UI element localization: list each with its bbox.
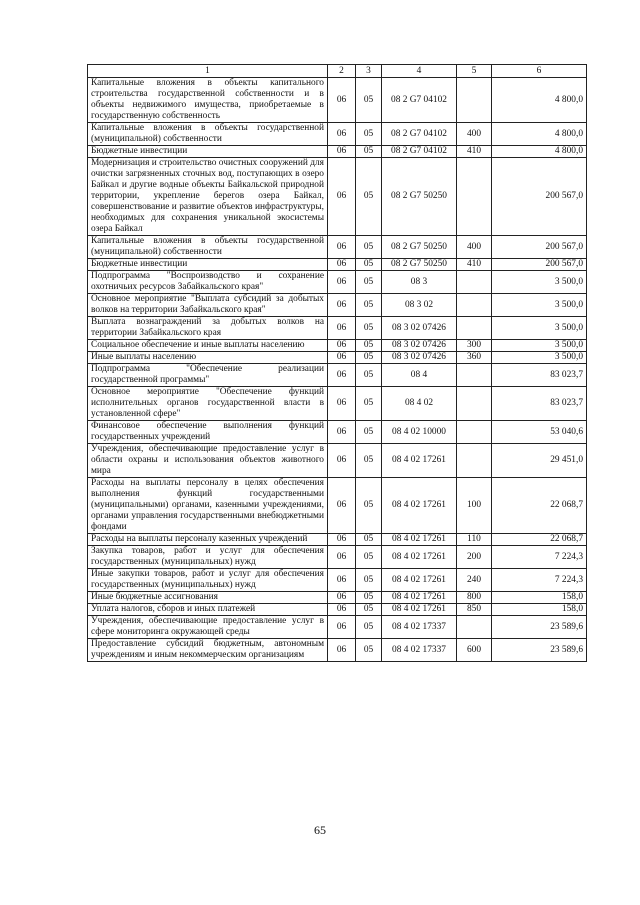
- row-expense-type: 400: [457, 123, 492, 146]
- row-subsection: 05: [356, 387, 382, 421]
- row-subsection: 05: [356, 158, 382, 236]
- table-row: [88, 123, 587, 146]
- row-section: 06: [328, 317, 356, 340]
- table-row: [88, 534, 587, 546]
- row-expense-type: 800: [457, 592, 492, 604]
- column-header: 2: [328, 65, 356, 78]
- table-row: [88, 271, 587, 294]
- row-expense-type: [457, 317, 492, 340]
- table-row: [88, 294, 587, 317]
- row-target-article: 08 2 G7 04102: [382, 146, 457, 158]
- table-row: [88, 421, 587, 444]
- row-target-article: 08 4 02: [382, 387, 457, 421]
- table-row: [88, 158, 587, 236]
- table-row: [88, 340, 587, 352]
- column-header: 1: [88, 65, 328, 78]
- row-section: 06: [328, 604, 356, 616]
- table-row: [88, 317, 587, 340]
- row-target-article: 08 4 02 17261: [382, 444, 457, 478]
- row-amount: 158,0: [492, 604, 587, 616]
- row-amount: 3 500,0: [492, 271, 587, 294]
- table-row: [88, 639, 587, 662]
- row-subsection: 05: [356, 616, 382, 639]
- row-section: 06: [328, 421, 356, 444]
- row-target-article: 08 3 02: [382, 294, 457, 317]
- row-expense-type: 110: [457, 534, 492, 546]
- row-amount: 22 068,7: [492, 534, 587, 546]
- row-expense-type: 850: [457, 604, 492, 616]
- row-amount: 4 800,0: [492, 78, 587, 123]
- row-name: Подпрограмма "Воспроизводство и сохранение охотничьих ресурсов Забайкальского края": [88, 271, 328, 294]
- row-section: 06: [328, 123, 356, 146]
- row-name: Бюджетные инвестиции: [88, 259, 328, 271]
- row-name: Предоставление субсидий бюджетным, автономным учреждениям и иным некоммерческим организациям: [88, 639, 328, 662]
- row-amount: 53 040,6: [492, 421, 587, 444]
- row-amount: 3 500,0: [492, 352, 587, 364]
- row-name: Капитальные вложения в объекты капитального строительства государственной собственности и в объекты недвижимого имущества, приобретаемые в государственную собственность: [88, 78, 328, 123]
- row-target-article: 08 4 02 17261: [382, 604, 457, 616]
- row-amount: 23 589,6: [492, 639, 587, 662]
- row-target-article: 08 3 02 07426: [382, 352, 457, 364]
- row-section: 06: [328, 478, 356, 534]
- row-subsection: 05: [356, 604, 382, 616]
- row-target-article: 08 4 02 10000: [382, 421, 457, 444]
- row-target-article: 08 3 02 07426: [382, 340, 457, 352]
- row-expense-type: 240: [457, 569, 492, 592]
- row-subsection: 05: [356, 236, 382, 259]
- row-name: Иные бюджетные ассигнования: [88, 592, 328, 604]
- row-expense-type: 200: [457, 546, 492, 569]
- row-amount: 3 500,0: [492, 317, 587, 340]
- row-section: 06: [328, 364, 356, 387]
- column-header: 6: [492, 65, 587, 78]
- header-row: [88, 65, 587, 78]
- table-row: [88, 259, 587, 271]
- row-amount: 158,0: [492, 592, 587, 604]
- row-section: 06: [328, 569, 356, 592]
- row-amount: 3 500,0: [492, 340, 587, 352]
- row-expense-type: 600: [457, 639, 492, 662]
- row-name: Учреждения, обеспечивающие предоставление услуг в сфере мониторинга окружающей среды: [88, 616, 328, 639]
- table-row: [88, 592, 587, 604]
- row-section: 06: [328, 352, 356, 364]
- row-section: 06: [328, 546, 356, 569]
- row-expense-type: [457, 271, 492, 294]
- table-row: [88, 444, 587, 478]
- row-subsection: 05: [356, 534, 382, 546]
- row-name: Социальное обеспечение и иные выплаты населению: [88, 340, 328, 352]
- row-expense-type: [457, 78, 492, 123]
- row-target-article: 08 4 02 17261: [382, 534, 457, 546]
- row-target-article: 08 4 02 17261: [382, 546, 457, 569]
- row-subsection: 05: [356, 123, 382, 146]
- row-subsection: 05: [356, 146, 382, 158]
- row-amount: 3 500,0: [492, 294, 587, 317]
- row-subsection: 05: [356, 271, 382, 294]
- row-amount: 83 023,7: [492, 387, 587, 421]
- row-amount: 29 451,0: [492, 444, 587, 478]
- row-section: 06: [328, 271, 356, 294]
- table-row: [88, 604, 587, 616]
- row-target-article: 08 2 G7 50250: [382, 259, 457, 271]
- row-expense-type: [457, 444, 492, 478]
- row-expense-type: [457, 616, 492, 639]
- row-section: 06: [328, 78, 356, 123]
- row-expense-type: 400: [457, 236, 492, 259]
- row-subsection: 05: [356, 592, 382, 604]
- row-section: 06: [328, 146, 356, 158]
- row-name: Подпрограмма "Обеспечение реализации государственной программы": [88, 364, 328, 387]
- row-section: 06: [328, 592, 356, 604]
- row-subsection: 05: [356, 340, 382, 352]
- row-name: Учреждения, обеспечивающие предоставление услуг в области охраны и использования объектов животного мира: [88, 444, 328, 478]
- row-name: Капитальные вложения в объекты государственной (муниципальной) собственности: [88, 123, 328, 146]
- row-name: Расходы на выплаты персоналу казенных учреждений: [88, 534, 328, 546]
- row-amount: 7 224,3: [492, 546, 587, 569]
- row-expense-type: 410: [457, 259, 492, 271]
- row-name: Уплата налогов, сборов и иных платежей: [88, 604, 328, 616]
- row-amount: 4 800,0: [492, 146, 587, 158]
- row-amount: 23 589,6: [492, 616, 587, 639]
- table-row: [88, 478, 587, 534]
- row-section: 06: [328, 158, 356, 236]
- row-name: Основное мероприятие "Обеспечение функций исполнительных органов государственной власти в установленной сфере": [88, 387, 328, 421]
- table-row: [88, 546, 587, 569]
- row-expense-type: [457, 294, 492, 317]
- row-amount: 7 224,3: [492, 569, 587, 592]
- row-subsection: 05: [356, 421, 382, 444]
- row-section: 06: [328, 236, 356, 259]
- row-target-article: 08 2 G7 04102: [382, 123, 457, 146]
- row-target-article: 08 2 G7 50250: [382, 236, 457, 259]
- row-subsection: 05: [356, 317, 382, 340]
- row-subsection: 05: [356, 639, 382, 662]
- row-section: 06: [328, 534, 356, 546]
- row-subsection: 05: [356, 364, 382, 387]
- column-header: 4: [382, 65, 457, 78]
- table-row: [88, 616, 587, 639]
- page-number: 65: [314, 823, 326, 837]
- row-name: Капитальные вложения в объекты государственной (муниципальной) собственности: [88, 236, 328, 259]
- row-target-article: 08 3 02 07426: [382, 317, 457, 340]
- row-name: Финансовое обеспечение выполнения функций государственных учреждений: [88, 421, 328, 444]
- row-name: Модернизация и строительство очистных сооружений для очистки загрязненных сточных вод, поступающих в озеро Байкал и другие водные объекты Байкальской природной территории, укрепление берегов озера Байкал, совершенствование и развитие объектов инфраструктуры, необходимых для сохранения уникальной экосистемы озера Байкал: [88, 158, 328, 236]
- row-name: Иные закупки товаров, работ и услуг для обеспечения государственных (муниципальных) нужд: [88, 569, 328, 592]
- row-amount: 22 068,7: [492, 478, 587, 534]
- row-target-article: 08 4 02 17261: [382, 592, 457, 604]
- row-section: 06: [328, 387, 356, 421]
- row-section: 06: [328, 444, 356, 478]
- row-section: 06: [328, 294, 356, 317]
- row-target-article: 08 4 02 17261: [382, 569, 457, 592]
- table-row: [88, 387, 587, 421]
- row-target-article: 08 3: [382, 271, 457, 294]
- row-subsection: 05: [356, 352, 382, 364]
- row-section: 06: [328, 340, 356, 352]
- row-name: Закупка товаров, работ и услуг для обеспечения государственных (муниципальных) нужд: [88, 546, 328, 569]
- budget-table: [87, 64, 587, 662]
- row-section: 06: [328, 259, 356, 271]
- row-name: Иные выплаты населению: [88, 352, 328, 364]
- row-subsection: 05: [356, 546, 382, 569]
- row-expense-type: [457, 364, 492, 387]
- row-subsection: 05: [356, 78, 382, 123]
- row-subsection: 05: [356, 478, 382, 534]
- row-expense-type: 300: [457, 340, 492, 352]
- row-name: Выплата вознаграждений за добытых волков на территории Забайкальского края: [88, 317, 328, 340]
- row-subsection: 05: [356, 444, 382, 478]
- table-row: [88, 569, 587, 592]
- row-target-article: 08 4 02 17337: [382, 639, 457, 662]
- row-section: 06: [328, 616, 356, 639]
- row-target-article: 08 2 G7 50250: [382, 158, 457, 236]
- row-amount: 200 567,0: [492, 236, 587, 259]
- row-target-article: 08 4 02 17261: [382, 478, 457, 534]
- row-target-article: 08 4: [382, 364, 457, 387]
- table-row: [88, 236, 587, 259]
- column-header: 5: [457, 65, 492, 78]
- row-target-article: 08 4 02 17337: [382, 616, 457, 639]
- row-name: Расходы на выплаты персоналу в целях обеспечения выполнения функций государственными (муниципальными) органами, казенными учреждениями, органами управления государственными внебюджетными фондами: [88, 478, 328, 534]
- row-amount: 83 023,7: [492, 364, 587, 387]
- row-amount: 4 800,0: [492, 123, 587, 146]
- row-expense-type: [457, 421, 492, 444]
- table-row: [88, 78, 587, 123]
- row-name: Бюджетные инвестиции: [88, 146, 328, 158]
- row-name: Основное мероприятие "Выплата субсидий за добытых волков на территории Забайкальского края": [88, 294, 328, 317]
- column-header: 3: [356, 65, 382, 78]
- row-expense-type: 410: [457, 146, 492, 158]
- row-amount: 200 567,0: [492, 259, 587, 271]
- row-expense-type: [457, 158, 492, 236]
- table-row: [88, 352, 587, 364]
- row-subsection: 05: [356, 259, 382, 271]
- row-expense-type: [457, 387, 492, 421]
- row-target-article: 08 2 G7 04102: [382, 78, 457, 123]
- table-row: [88, 364, 587, 387]
- row-subsection: 05: [356, 569, 382, 592]
- table-row: [88, 146, 587, 158]
- row-amount: 200 567,0: [492, 158, 587, 236]
- row-expense-type: 360: [457, 352, 492, 364]
- row-expense-type: 100: [457, 478, 492, 534]
- row-section: 06: [328, 639, 356, 662]
- row-subsection: 05: [356, 294, 382, 317]
